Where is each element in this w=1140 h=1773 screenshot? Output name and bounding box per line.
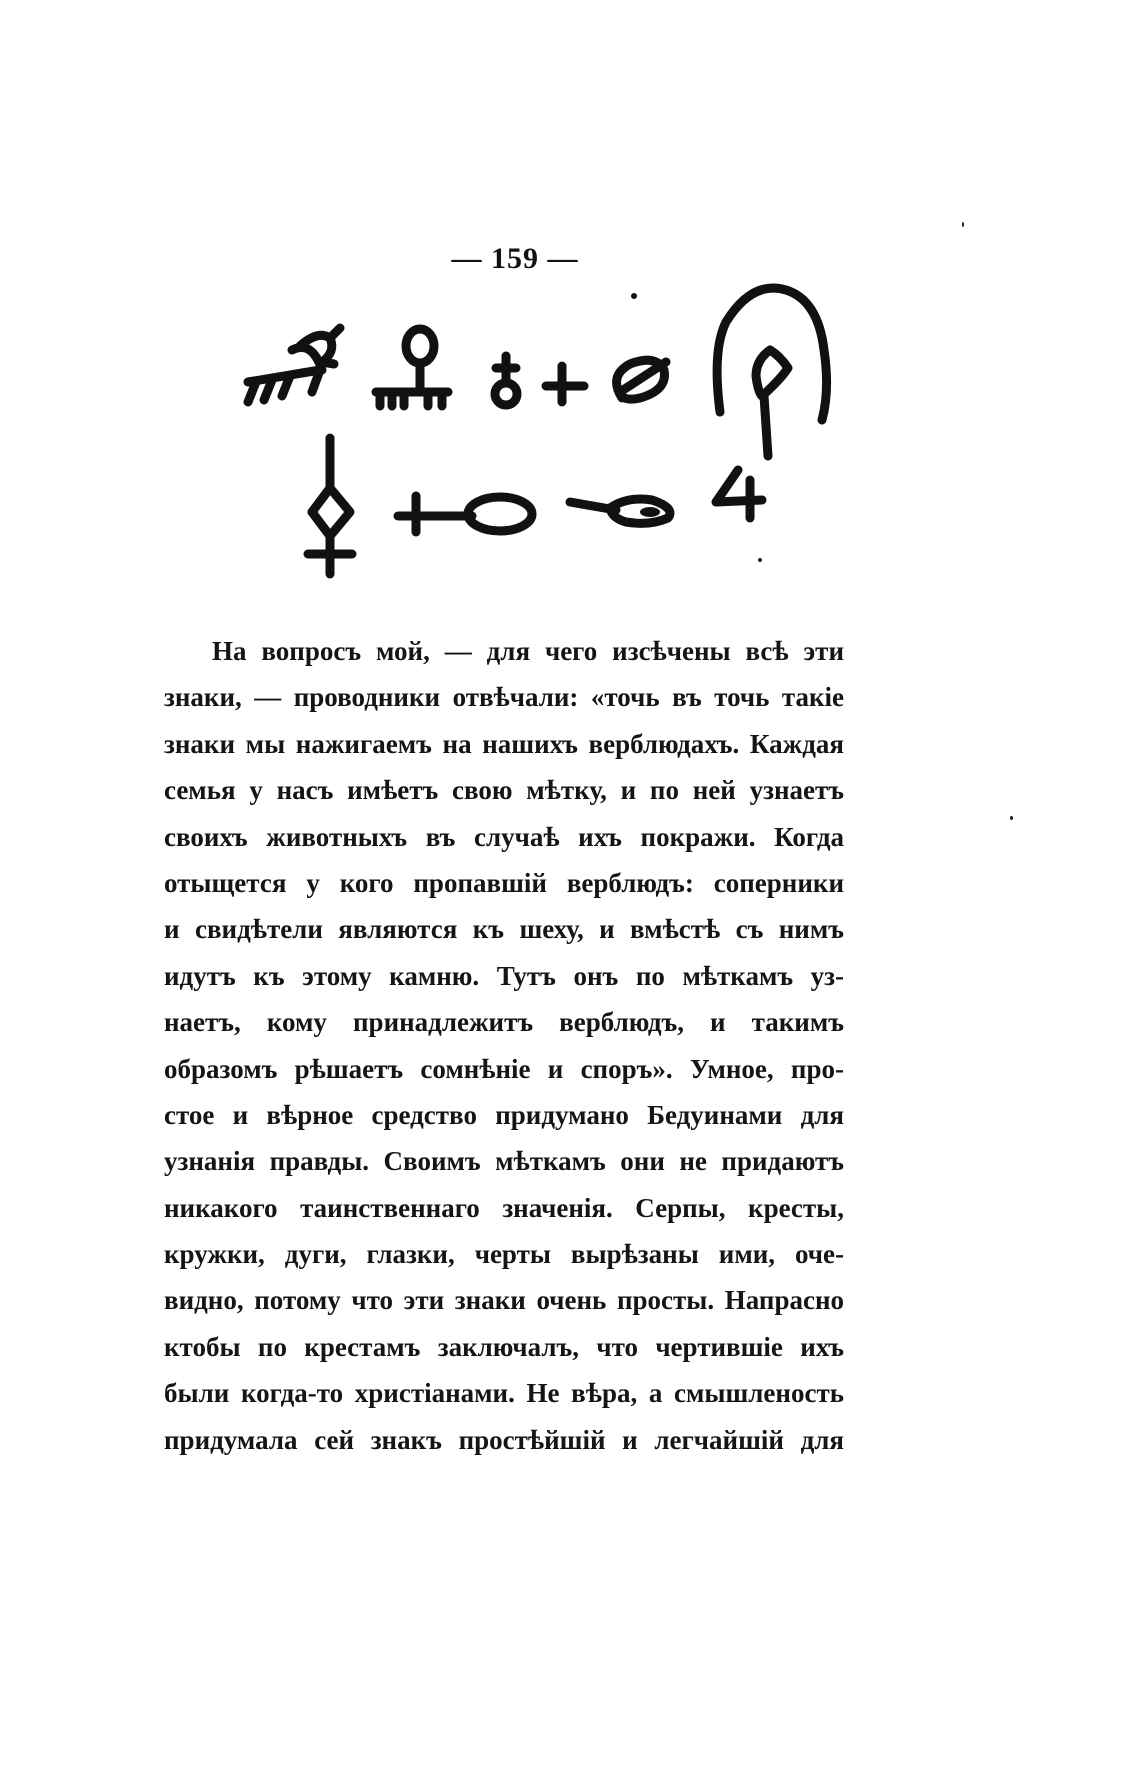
text-line: знаки мы нажигаемъ на нашихъ верблюдахъ. Каждая [164,728,844,759]
text-line: и свидѣтели являются къ шеху, и вмѣстѣ съ нимъ [164,914,844,945]
arch-leaf-brand-icon [717,288,826,456]
small-ankh-brand-icon [495,356,517,405]
text-line: были когда-то христіанами. Не вѣра, а смышленость [164,1378,844,1409]
loop-brand-icon [617,360,666,399]
text-line: образомъ рѣшаетъ сомнѣніе и споръ». Умное, про- [164,1053,844,1084]
text-line: отыщется у кого пропавшій верблюдъ: соперники [164,867,844,898]
page-number: — 159 — [451,242,579,275]
paper-speck [962,222,964,227]
text-line: видно, потому что эти знаки очень просты. Напрасно [164,1285,844,1316]
body-text [164,628,844,1463]
four-brand-icon [716,470,762,518]
text-line: наетъ, кому принадлежитъ верблюдъ, и такимъ [164,1007,844,1038]
ankh-brand-icon [376,329,448,406]
text-line: идутъ къ этому камню. Тутъ онъ по мѣткамъ уз- [164,960,844,991]
text-line: стое и вѣрное средство придумано Бедуинами для [164,1099,844,1130]
text-line: На вопросъ мой, — для чего изсѣчены всѣ эти [212,636,844,666]
text-line: никакого таинственнаго значенія. Серпы, кресты, [164,1192,844,1223]
camel-brand-figure [0,0,1140,620]
text-line: семья у насъ имѣетъ свою мѣтку, и по ней узнаетъ [164,775,844,806]
paper-speck [1010,816,1013,820]
staff-diamond-brand-icon [308,438,352,574]
text-line: ктобы по крестамъ заключалъ, что чертившіе ихъ [164,1331,844,1362]
text-line: своихъ животныхъ въ случаѣ ихъ покражи. Когда [164,821,844,852]
dash-eye-brand-icon [570,499,670,523]
text-line: придумала сей знакъ простѣйшій и легчайшій для [164,1424,844,1455]
text-line: узнанія правды. Своимъ мѣткамъ они не придаютъ [164,1146,844,1177]
plus-brand-icon [546,366,584,402]
goat-horns-brand-icon [248,328,340,402]
text-line: кружки, дуги, глазки, черты вырѣзаны ими, оче- [164,1239,844,1270]
cross-circle-brand-icon [398,496,532,532]
text-line: знаки, — проводники отвѣчали: «точь въ точь такіе [164,682,844,713]
